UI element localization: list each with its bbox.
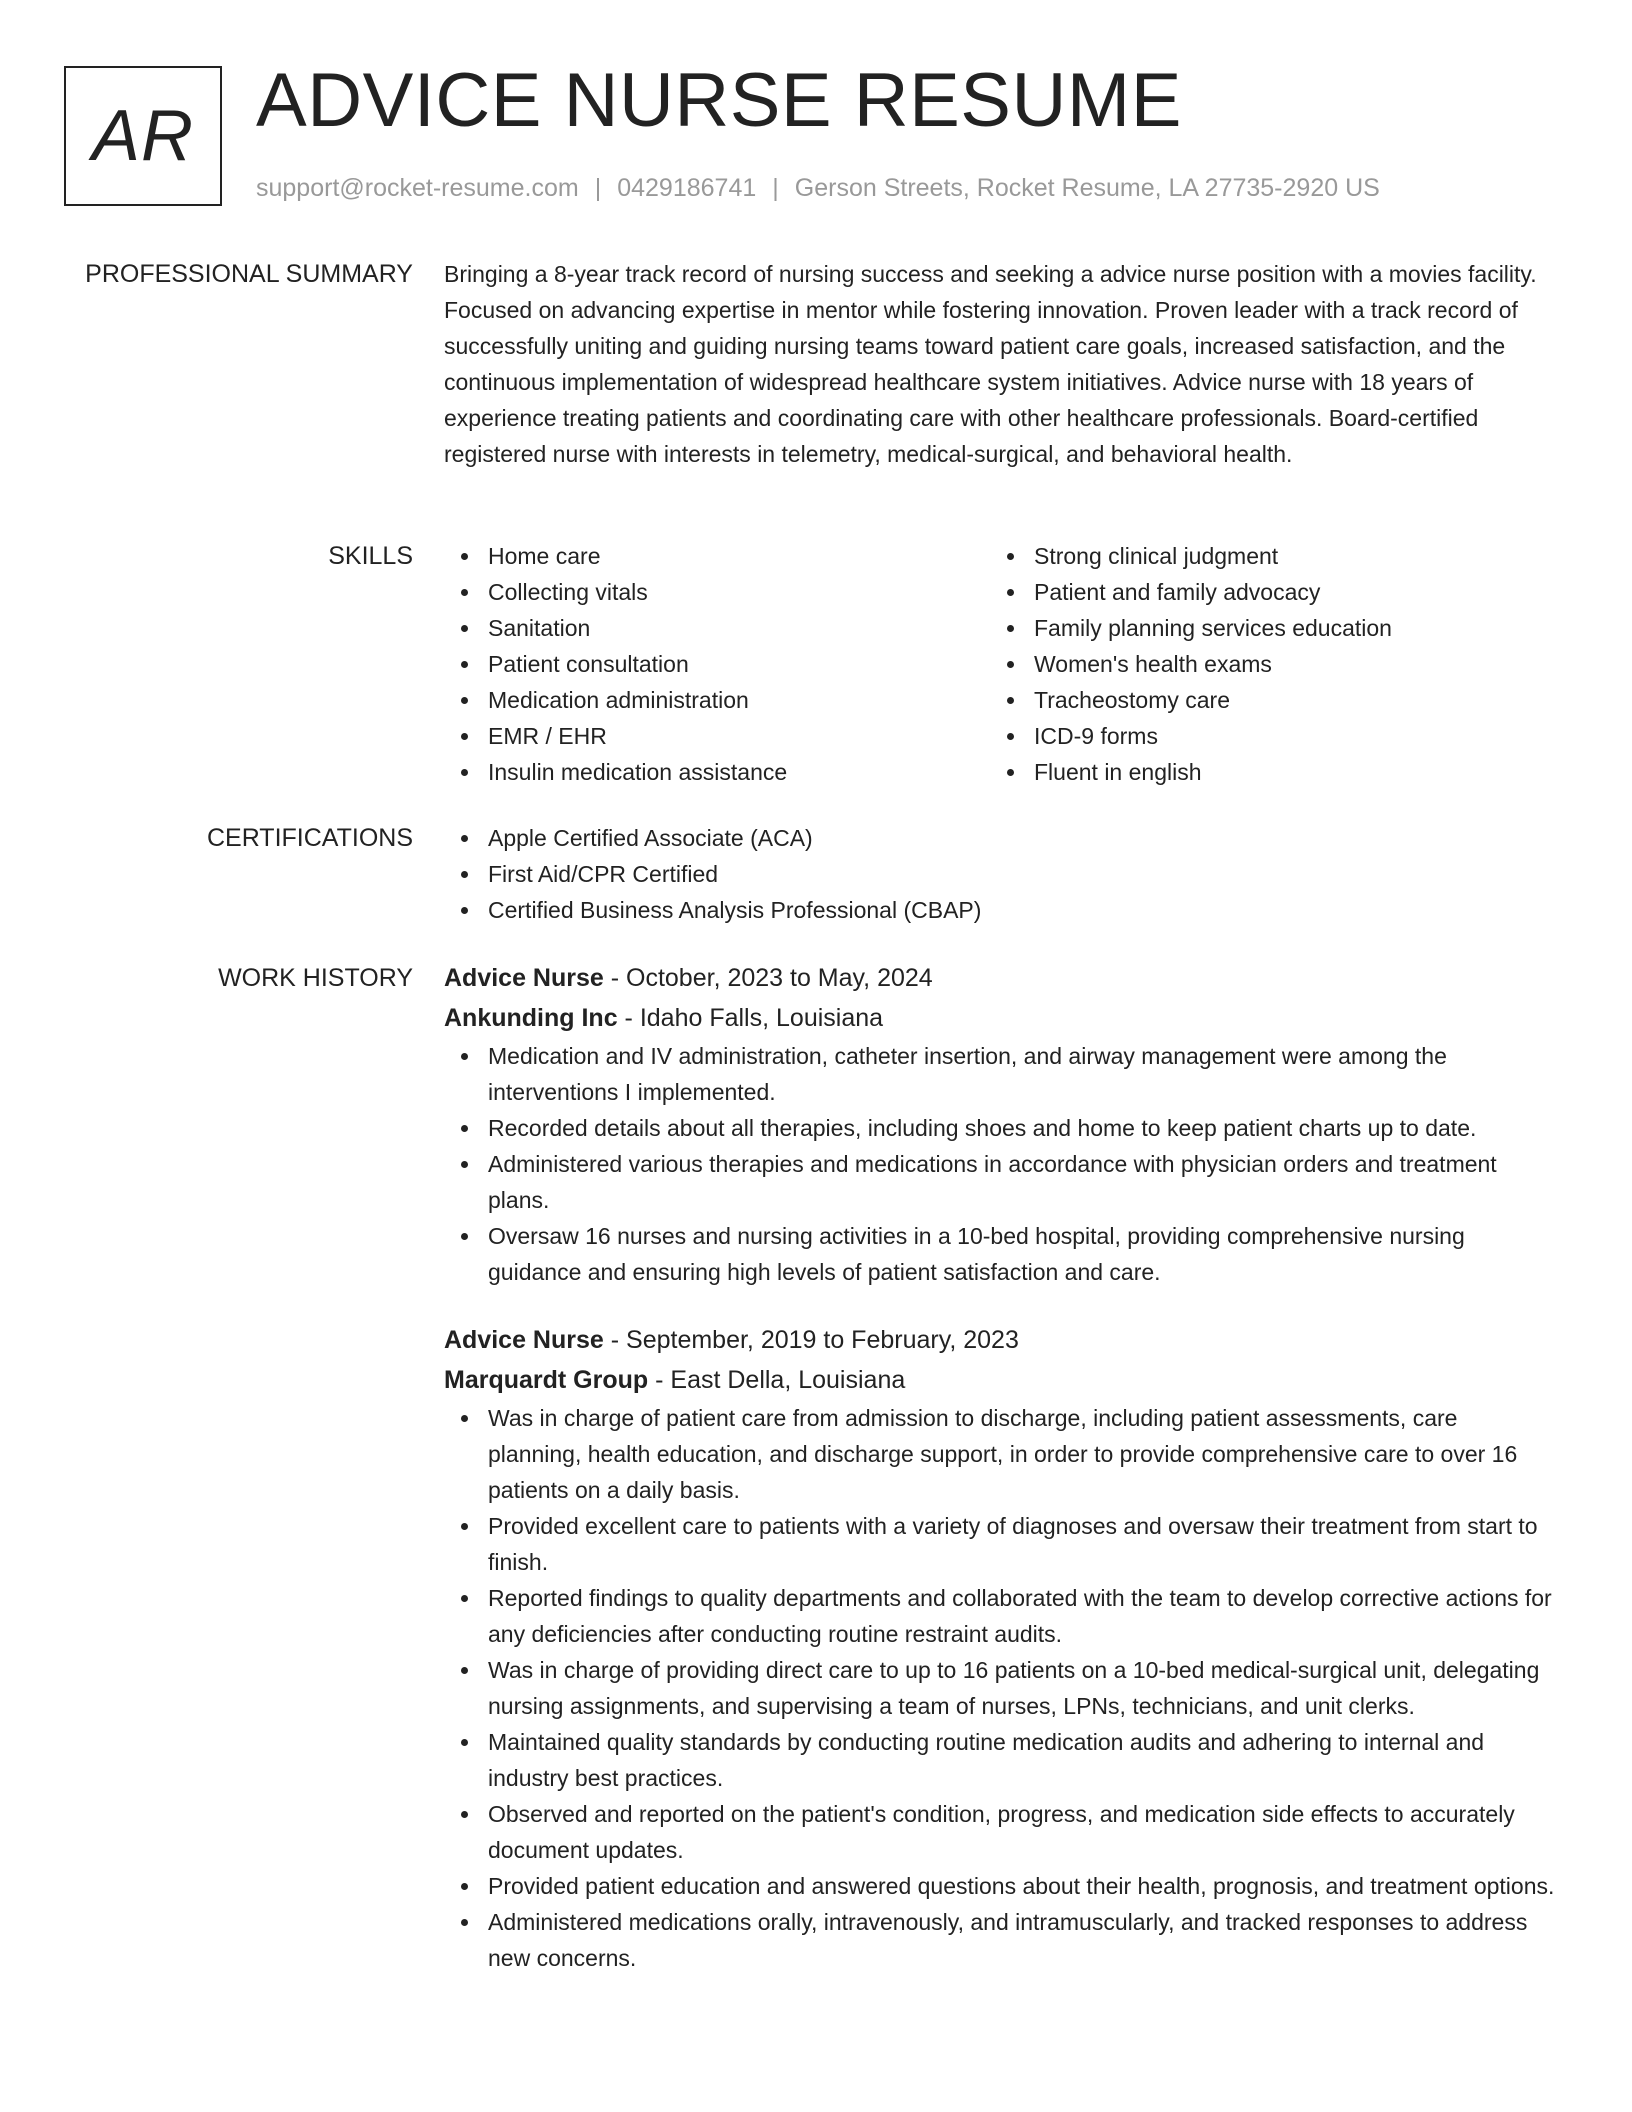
job-entry [444,1320,1556,1976]
job-title-line [444,1320,1556,1360]
job-bullet: Was in charge of patient care from admission to discharge, including patient assessments, care planning, health education, and discharge support, in order to provide comprehensive care to over 16 patients on a daily basis. [444,1400,1556,1508]
job-dates: - October, 2023 to May, 2024 [603,964,933,992]
job-bullet: Medication and IV administration, catheter insertion, and airway management were among the interventions I implemented. [444,1038,1556,1110]
summary-heading: PROFESSIONAL SUMMARY [85,260,413,288]
certifications-list [444,820,1556,928]
job-bullet: Provided excellent care to patients with a variety of diagnoses and oversaw their treatment from start to finish. [444,1508,1556,1580]
contact-phone[interactable]: 0429186741 [617,174,757,202]
job-company: Marquardt Group [444,1366,649,1394]
job-company: Ankunding Inc [444,1004,618,1032]
job-bullet: Maintained quality standards by conducting routine medication audits and adhering to internal and industry best practices. [444,1724,1556,1796]
skill-item: ICD-9 forms [990,718,1536,754]
job-company-line [444,998,1556,1038]
job-dates: - September, 2019 to February, 2023 [603,1326,1019,1354]
skill-item: Family planning services education [990,610,1536,646]
job-bullet: Recorded details about all therapies, including shoes and home to keep patient charts up to date. [444,1110,1556,1146]
certification-item: Certified Business Analysis Professional (CBAP) [444,892,1556,928]
certifications-heading: CERTIFICATIONS [206,824,413,852]
skill-item: Medication administration [444,682,990,718]
skill-item: Insulin medication assistance [444,754,990,790]
monogram-initials: AR [91,96,195,176]
job-bullet: Provided patient education and answered questions about their health, prognosis, and treatment options. [444,1868,1556,1904]
skills-heading: SKILLS [328,542,413,570]
job-bullet: Was in charge of providing direct care to up to 16 patients on a 10-bed medical-surgical unit, delegating nursing assignments, and supervising a team of nurses, LPNs, technicians, and unit clerks. [444,1652,1556,1724]
skill-item: Patient and family advocacy [990,574,1536,610]
certification-item: Apple Certified Associate (ACA) [444,820,1556,856]
skills-list-right [990,538,1536,790]
skill-item: Women's health exams [990,646,1536,682]
skill-item: Sanitation [444,610,990,646]
job-bullets [444,1400,1556,1976]
skill-item: EMR / EHR [444,718,990,754]
job-location: - East Della, Louisiana [648,1366,906,1394]
skill-item: Home care [444,538,990,574]
job-location: - Idaho Falls, Louisiana [617,1004,884,1032]
contact-separator: | [772,174,779,202]
job-bullet: Reported findings to quality departments and collaborated with the team to develop corrective actions for any deficiencies after conducting routine restraint audits. [444,1580,1556,1652]
certification-item: First Aid/CPR Certified [444,856,1556,892]
job-title-line [444,958,1556,998]
contact-address: Gerson Streets, Rocket Resume, LA 27735-2920 US [794,174,1380,202]
skill-item: Strong clinical judgment [990,538,1536,574]
resume-title: ADVICE NURSE RESUME [256,58,1182,143]
job-title: Advice Nurse [444,964,604,992]
job-bullet: Oversaw 16 nurses and nursing activities in a 10-bed hospital, providing comprehensive nursing guidance and ensuring high levels of patient satisfaction and care. [444,1218,1556,1290]
job-company-line [444,1360,1556,1400]
job-bullet: Administered various therapies and medications in accordance with physician orders and treatment plans. [444,1146,1556,1218]
job-bullets [444,1038,1556,1290]
skill-item: Fluent in english [990,754,1536,790]
contact-line [256,174,1380,203]
contact-email[interactable]: support@rocket-resume.com [256,174,579,202]
skill-item: Tracheostomy care [990,682,1536,718]
monogram-box [64,66,222,206]
skill-item: Collecting vitals [444,574,990,610]
skill-item: Patient consultation [444,646,990,682]
job-bullet: Observed and reported on the patient's condition, progress, and medication side effects to accurately document updates. [444,1796,1556,1868]
contact-separator: | [594,174,602,202]
job-entry [444,958,1556,1290]
work-history-heading: WORK HISTORY [218,964,413,992]
skills-list-left [444,538,990,790]
summary-text: Bringing a 8-year track record of nursing success and seeking a advice nurse position with a movies facility. Focused on advancing expertise in mentor while fostering innovation. Proven leader with a track record of successfully uniting and guiding nursing teams toward patient care goals, increased satisfaction, and the continuous implementation of widespread healthcare system initiatives. Advice nurse with 18 years of experience treating patients and coordinating care with other healthcare professionals. Board-certified registered nurse with interests in telemetry, medical-surgical, and behavioral health. [444,261,1537,467]
job-bullet: Administered medications orally, intravenously, and intramuscularly, and tracked responses to address new concerns. [444,1904,1556,1976]
job-title: Advice Nurse [444,1326,604,1354]
